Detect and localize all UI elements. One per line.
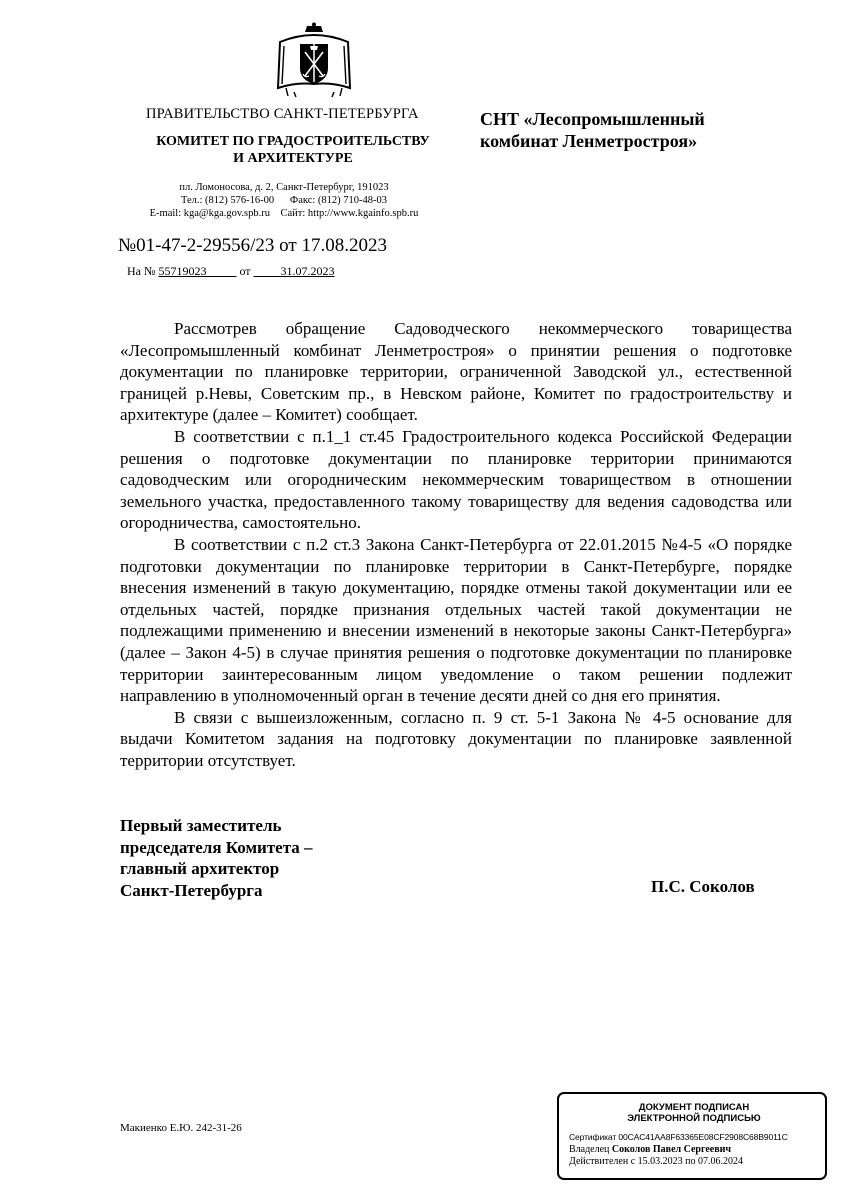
in-reply-prefix: На № (127, 264, 156, 278)
committee-name-line1: КОМИТЕТ ПО ГРАДОСТРОИТЕЛЬСТВУ (156, 134, 430, 149)
stamp-heading-line1: ДОКУМЕНТ ПОДПИСАН (638, 1102, 750, 1113)
stamp-certificate: Сертификат 00CAC41AA8F63365E08CF2908C68B9011C (569, 1132, 788, 1142)
in-reply-from: от (239, 264, 251, 278)
in-reply-to (127, 264, 335, 279)
stamp-heading-line2: ЭЛЕКТРОННОЙ ПОДПИСЬЮ (627, 1113, 761, 1124)
paragraph-3: В соответствии с п.2 ст.3 Закона Санкт-Петербурга от 22.01.2015 №4-5 «О порядке подготовки документации по планировке территории в Санкт-Петербурге, порядке внесения изменений в такую документацию, порядке отмены такой документации или ее отдельных частей, порядке признания отдельных частей такой документации не подлежащими применению и внесении изменений в некоторые законы Санкт-Петербурга» (далее – Закон 4-5) в случае принятия решения о подготовке документации по планировке территории заинтересованным лицом уведомление о таком решении подлежит направлению в уполномоченный орган в течение десяти дней со дня его принятия. (120, 534, 792, 706)
signatory-title-line1: Первый заместитель (120, 816, 282, 835)
email-site: E-mail: kga@kga.gov.spb.ru Сайт: http://www.kgainfo.spb.ru (149, 208, 419, 219)
signatory-title-line3: главный архитектор (120, 859, 280, 878)
committee-contacts (118, 181, 450, 220)
stamp-owner: Владелец Соколов Павел Сергеевич (569, 1144, 732, 1155)
electronic-signature-stamp (557, 1092, 827, 1180)
signatory-title (120, 815, 313, 901)
paragraph-1: Рассмотрев обращение Садоводческого некоммерческого товарищества «Лесопромышленный комбинат Ленметростроя» о принятии решения о подготовке документации по планировке территории, ограниченной Заводской ул., естественной границей р.Невы, Советским пр., в Невском районе, Комитет по градостроительству и архитектуре (далее – Комитет) сообщает. (120, 319, 792, 425)
addressee (480, 108, 800, 152)
signatory-title-line2: председателя Комитета – (120, 837, 313, 857)
address: пл. Ломоносова, д. 2, Санкт-Петербург, 191023 (179, 182, 389, 193)
paragraph-4: В связи с вышеизложенным, согласно п. 9 ст. 5-1 Закона № 4-5 основание для выдачи Комитетом задания на подготовку документации по планировке заявленной территории отсутствует. (120, 707, 792, 770)
stamp-validity: Действителен с 15.03.2023 по 07.06.2024 (569, 1156, 743, 1167)
government-name: ПРАВИТЕЛЬСТВО САНКТ-ПЕТЕРБУРГА (146, 106, 419, 122)
committee-name (138, 133, 448, 167)
phones: Тел.: (812) 576-16-00 Факс: (812) 710-48-03 (180, 195, 388, 206)
coat-of-arms-emblem (274, 22, 354, 98)
addressee-line1: СНТ «Лесопромышленный (480, 109, 705, 129)
registration-number: №01-47-2-29556/23 от 17.08.2023 (118, 235, 387, 256)
signatory-title-line4: Санкт-Петербурга (120, 880, 263, 900)
in-reply-number: 55719023 (158, 264, 207, 278)
stamp-heading (569, 1102, 819, 1124)
in-reply-date: 31.07.2023 (280, 264, 335, 278)
addressee-line2: комбинат Ленметростроя» (480, 131, 698, 151)
letter-body (120, 318, 792, 771)
executor: Макиенко Е.Ю. 242-31-26 (120, 1122, 242, 1134)
committee-name-line2: И АРХИТЕКТУРЕ (233, 151, 353, 166)
signatory-name: П.С. Соколов (651, 877, 755, 896)
paragraph-2: В соответствии с п.1_1 ст.45 Градостроительного кодекса Российской Федерации решения о подготовке документации по планировке территории принимаются садоводческим или огородническим некоммерческим товариществом в отношении земельного участка, предоставленного такому товариществу для ведения садоводства или огородничества, самостоятельно. (120, 426, 792, 533)
